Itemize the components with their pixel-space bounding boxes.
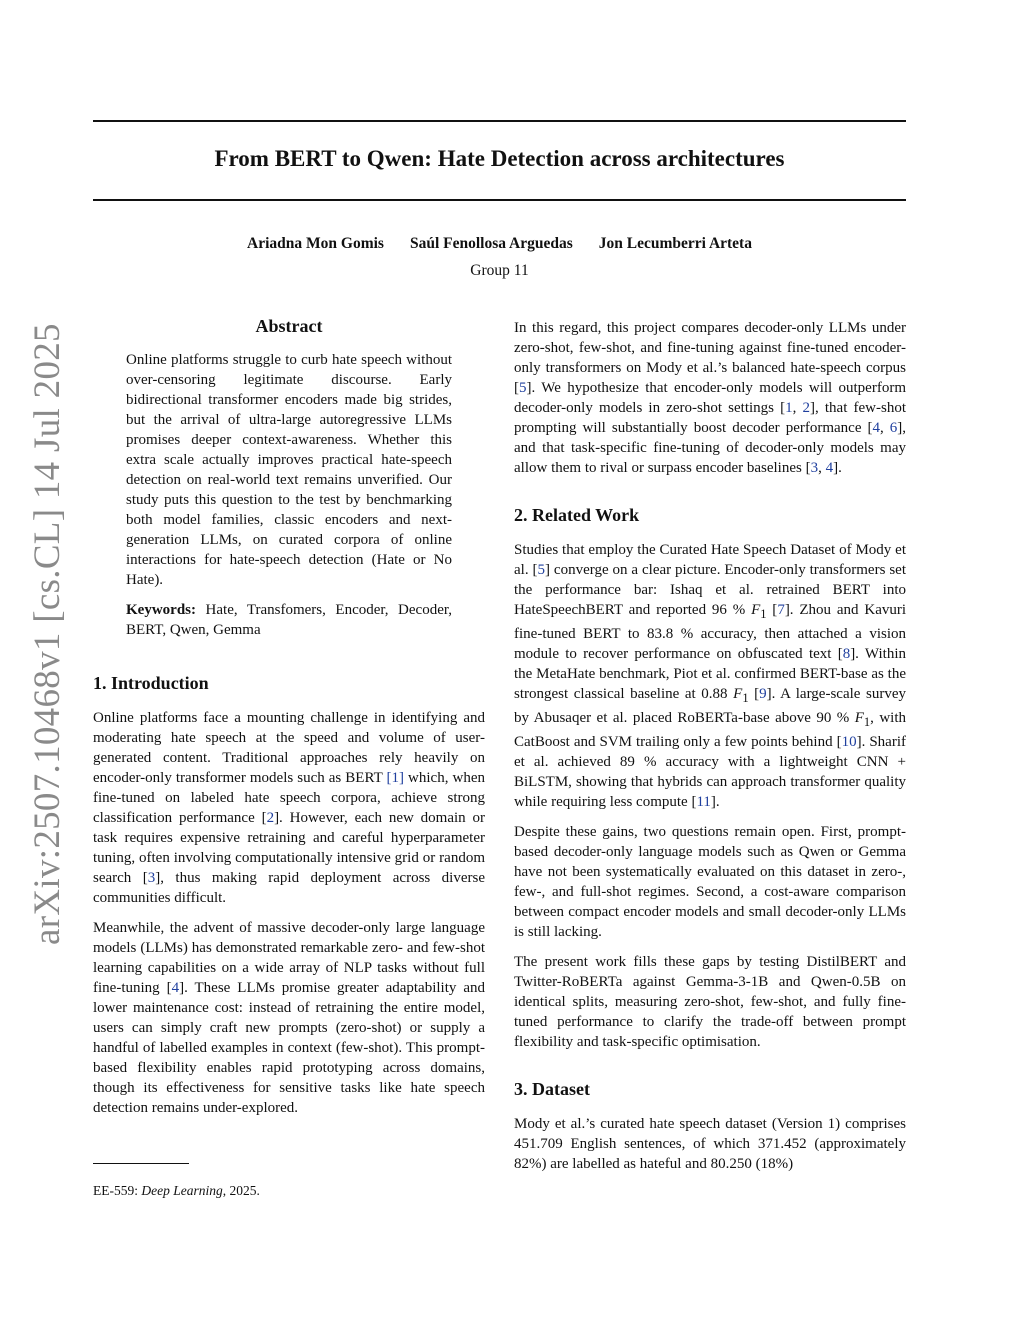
citation-link[interactable]: 4 bbox=[825, 460, 834, 476]
footnote bbox=[93, 1183, 260, 1199]
footnote-rule bbox=[93, 1163, 189, 1164]
text-span: [ bbox=[766, 602, 778, 618]
author-3: Jon Lecumberri Arteta bbox=[598, 235, 752, 252]
author-1: Ariadna Mon Gomis bbox=[247, 235, 384, 252]
paper-title: From BERT to Qwen: Hate Detection across architectures bbox=[214, 146, 785, 171]
f1-subscript: 1 bbox=[742, 691, 749, 705]
text-span: Online platforms face a mounting challenge in identifying and moderating hate speech at the speed and volume of user-generated content. Traditional approaches rely heavily on encoder-only transformer models such as BERT bbox=[93, 710, 485, 786]
f1-symbol: F bbox=[854, 710, 864, 726]
arxiv-identifier: arXiv:2507.10468v1 [cs.CL] 14 Jul 2025 bbox=[27, 323, 68, 945]
text-span: which, when fine-tuned on labeled hate speech corpora, achieve strong classification performance [ bbox=[93, 770, 485, 826]
text-span: , bbox=[879, 420, 890, 436]
related-work-paragraph-3: The present work fills these gaps by testing DistilBERT and Twitter-RoBERTa against Gemma-3-1B and Qwen-0.5B on identical splits, measuring zero-shot, few-shot, and fully fine-tuned performance to clarify the trade-off between prompt flexibility and task-specific optimisation. bbox=[514, 954, 906, 1050]
citation-link[interactable]: 1 bbox=[785, 400, 793, 416]
f1-subscript: 1 bbox=[760, 607, 767, 621]
citation-link[interactable]: 11 bbox=[696, 794, 711, 810]
citation-link[interactable]: 2 bbox=[802, 400, 811, 416]
related-work-heading: 2. Related Work bbox=[514, 505, 640, 525]
text-span: , bbox=[792, 400, 803, 416]
footnote-prefix: EE-559: bbox=[93, 1183, 142, 1198]
text-span: ], thus making rapid deployment across diverse communities difficult. bbox=[93, 870, 485, 906]
related-work-paragraph-1 bbox=[514, 540, 906, 812]
author-2: Saúl Fenollosa Arguedas bbox=[409, 235, 573, 252]
right-column bbox=[514, 318, 906, 1184]
text-span: ] converge on a clear picture. Encoder-only transformers set the performance bar: Ishaq et al. retrained BERT into HateSpeechBERT and reported 96 % bbox=[514, 562, 907, 618]
related-work-paragraph-2: Despite these gains, two questions remain open. First, prompt-based decoder-only language models such as Qwen or Gemma have not been systematically evaluated on this dataset in zero-, few-, and full-shot regimes. Second, a cost-aware comparison between compact encoder models and small decoder-only LLMs is still lacking. bbox=[514, 824, 906, 940]
text-span: , with CatBoost and SVM trailing only a few points behind [ bbox=[514, 710, 907, 750]
text-span: ]. Sharif et al. achieved 89 % accuracy with a lightweight CNN + BiLSTM, showing that hybrids can approach transformer quality while requiring less compute [ bbox=[514, 734, 906, 810]
keywords-label: Keywords: bbox=[126, 602, 196, 618]
group-label: Group 11 bbox=[470, 262, 529, 279]
citation-link[interactable]: 4 bbox=[171, 980, 180, 996]
text-span: [ bbox=[748, 686, 760, 702]
f1-symbol: F bbox=[751, 602, 761, 618]
introduction-paragraph-2 bbox=[93, 918, 485, 1118]
intro-continuation bbox=[514, 318, 906, 478]
citation-link[interactable]: 5 bbox=[519, 380, 527, 396]
text-span: ]. Zhou and Kavuri fine-tuned BERT to 83.8 % accuracy, then attached a vision module to recover performance on obfuscated text [ bbox=[514, 602, 907, 662]
title-top-rule bbox=[93, 120, 906, 122]
citation-link[interactable]: 7 bbox=[777, 602, 785, 618]
keywords bbox=[126, 600, 452, 640]
text-span: ]. These LLMs promise greater adaptability and lower maintenance cost: instead of retraining the entire model, users can simply craft new prompts (zero-shot) or supply a handful of labelled examples in context (few-shot). This prompt-based flexibility enables rapid prototyping across domains, though its effectiveness for sensitive tasks like hate speech detection remains under-explored. bbox=[93, 980, 485, 1116]
abstract-heading: Abstract bbox=[255, 316, 323, 336]
citation-link[interactable]: 6 bbox=[889, 420, 898, 436]
text-span: ]. bbox=[833, 460, 842, 476]
citation-link[interactable]: 9 bbox=[759, 686, 767, 702]
citation-link[interactable]: 3 bbox=[147, 870, 156, 886]
dataset-paragraph-1: Mody et al.’s curated hate speech dataset (Version 1) comprises 451.709 English sentences, of which 371.452 (approximately 82%) are labelled as hateful and 80.250 (18%) bbox=[514, 1116, 906, 1172]
keywords-list: Hate, Transfomers, Encoder, Decoder, BERT, Qwen, Gemma bbox=[126, 602, 452, 638]
introduction-paragraph-1 bbox=[93, 708, 485, 908]
text-span: ]. We hypothesize that encoder-only models will outperform decoder-only models in zero-shot settings [ bbox=[514, 380, 906, 416]
text-span: ]. However, each new domain or task requires expensive retraining and careful hyperparameter tuning, often involving computationally intensive grid or random search [ bbox=[93, 810, 485, 886]
citation-link[interactable]: 4 bbox=[872, 420, 880, 436]
citation-link[interactable]: 3 bbox=[810, 460, 819, 476]
abstract-text: Online platforms struggle to curb hate speech without over-censoring legitimate discourse. Early bidirectional transformer encoders made big strides, but the arrival of ultra-large autoregressive LLMs promises deeper context-awareness. Whether this extra scale actually improves practical hate-speech detection on real-world text remains unverified. Our study puts this question to the test by benchmarking both model families, classic encoders and next-generation LLMs, on curated corpora of online interactions for hate-speech detection (Hate or No Hate). bbox=[126, 352, 452, 588]
footnote-course: Deep Learning bbox=[141, 1183, 223, 1198]
text-span: In this regard, this project compares decoder-only LLMs under zero-shot, few-shot, and fine-tuning against fine-tuned encoder-only transformers on Mody et al.’s balanced hate-speech corpus [ bbox=[514, 320, 906, 396]
title-bottom-rule bbox=[93, 199, 906, 201]
left-column bbox=[93, 316, 485, 1128]
citation-link[interactable]: 8 bbox=[842, 646, 851, 662]
text-span: ], that few-shot prompting will substantially boost decoder performance [ bbox=[514, 400, 907, 436]
text-span: Studies that employ the Curated Hate Speech Dataset of Mody et al. [ bbox=[514, 542, 906, 578]
citation-link[interactable]: 10 bbox=[841, 734, 857, 750]
text-span: ]. A large-scale survey by Abusaqer et al. placed RoBERTa-base above 90 % bbox=[514, 686, 907, 726]
introduction-heading: 1. Introduction bbox=[93, 673, 209, 693]
text-span: ], and that task-specific fine-tuning of decoder-only models may allow them to rival or surpass encoder baselines [ bbox=[514, 420, 906, 476]
text-span: ]. bbox=[710, 794, 720, 810]
text-span: , bbox=[818, 460, 826, 476]
citation-link[interactable]: 2 bbox=[266, 810, 275, 826]
text-span: Meanwhile, the advent of massive decoder-only large language models (LLMs) has demonstrated remarkable zero- and few-shot learning capabilities on a wide array of NLP tasks without full fine-tuning [ bbox=[93, 920, 485, 996]
text-span: ]. Within the MetaHate benchmark, Piot et al. confirmed BERT-base as the strongest classical baseline at 0.88 bbox=[514, 646, 906, 702]
citation-link[interactable]: 5 bbox=[537, 562, 545, 578]
f1-subscript: 1 bbox=[863, 715, 871, 729]
author-list bbox=[93, 235, 906, 253]
citation-link[interactable]: [1] bbox=[386, 770, 405, 786]
footnote-suffix: , 2025. bbox=[222, 1183, 260, 1198]
dataset-heading: 3. Dataset bbox=[514, 1079, 590, 1099]
f1-symbol: F bbox=[733, 686, 743, 702]
